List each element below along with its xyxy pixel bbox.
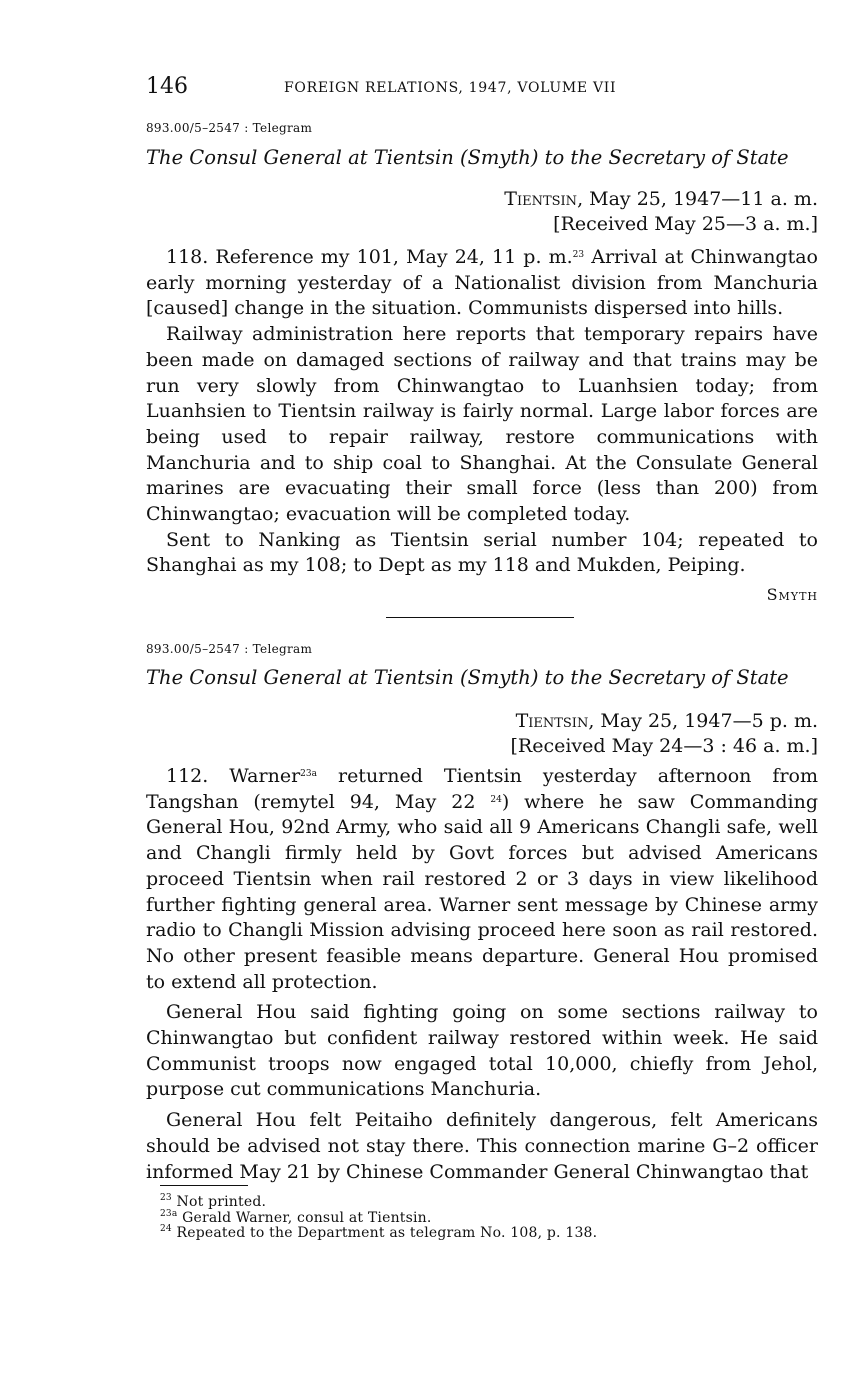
page-number: 146 xyxy=(146,74,188,99)
section-divider xyxy=(386,617,574,618)
doc1-file-reference: 893.00/5–2547 : Telegram xyxy=(146,121,313,135)
doc1-sent-line xyxy=(146,187,818,212)
footnote-rule xyxy=(160,1185,248,1186)
footnote-23 xyxy=(160,1195,832,1211)
doc1-place: Tientsin xyxy=(504,188,578,210)
doc2-file-reference: 893.00/5–2547 : Telegram xyxy=(146,642,313,656)
doc2-p1-text-a: 112. Warner xyxy=(166,765,301,787)
running-head: FOREIGN RELATIONS, 1947, VOLUME VII xyxy=(284,80,617,96)
footnote-ref-24: 24 xyxy=(490,794,502,805)
doc2-body xyxy=(146,764,818,1185)
footnote-ref-23a: 23a xyxy=(300,769,317,779)
doc2-p1-text-b: returned Tientsin yesterday afternoon from Tangshan (remytel 94, May 22 xyxy=(146,765,818,813)
footnote-ref-23: 23 xyxy=(572,250,585,260)
footnote-mark: 23a xyxy=(160,1208,178,1219)
doc1-paragraph-2: Railway administration here reports that temporary repairs have been made on damaged sections of railway and that trains may be run very slowly from Chinwangtao to Luanhsien today; from Luanhsien to Tientsin railway is fairly normal. Large labor forces are being used to repair railway, restore communications with Manchuria and to ship coal to Shanghai. At the Consulate General marines are evacuating their small force (less than 200) from Chinwangtao; evacuation will be completed today. xyxy=(146,323,818,526)
doc2-paragraph-3: General Hou felt Peitaiho definitely dangerous, felt Americans should be advised not stay there. This connection marine G–2 officer informed May 21 by Chinese Commander General Chinwangtao that xyxy=(146,1109,818,1183)
page-header xyxy=(146,74,818,104)
doc2-paragraph-2: General Hou said fighting going on some sections railway to Chinwangtao but confident railway restored within week. He said Communist troops now engaged total 10,000, chiefly from Jehol, purpose cut communications Manchuria. xyxy=(146,1001,818,1101)
doc1-body xyxy=(146,245,818,579)
footnote-text: Not printed. xyxy=(176,1194,267,1210)
doc2-p1-text-c: ) where he saw Commanding General Hou, 92nd Army, who said all 9 Americans Changli safe, well and Changli firmly held by Govt forces but advised Americans proceed Tientsin when rail restored 2 or 3 days in view likelihood further fighting general area. Warner sent message by Chinese army radio to Changli Mission advising proceed here soon as rail restored. No other present feasible means departure. General Hou promised to extend all protection. xyxy=(146,790,818,993)
footnote-mark: 24 xyxy=(160,1224,172,1234)
doc1-paragraph-3: Sent to Nanking as Tientsin serial number 104; repeated to Shanghai as my 108; to Dept as my 118 and Mukden, Peiping. xyxy=(146,528,818,577)
doc1-received: [Received May 25—3 a. m.] xyxy=(553,213,818,235)
doc2-received: [Received May 24—3 : 46 a. m.] xyxy=(510,735,818,757)
doc2-date: , May 25, 1947—5 p. m. xyxy=(588,710,818,732)
footnote-24 xyxy=(160,1226,832,1242)
footnotes xyxy=(146,1195,832,1242)
footnote-mark: 23 xyxy=(160,1193,172,1203)
doc1-dateline xyxy=(146,187,818,237)
doc1-p1-text-b: Arrival at Chinwangtao early morning yesterday of a Nationalist division from Manchuria [caused] change in the situation. Communists dispersed into hills. xyxy=(146,246,818,320)
doc1-title: The Consul General at Tientsin (Smyth) to the Secretary of State xyxy=(146,146,789,169)
doc2-paragraph-1 xyxy=(146,764,818,995)
doc2-title: The Consul General at Tientsin (Smyth) to the Secretary of State xyxy=(146,666,789,689)
doc2-dateline xyxy=(146,709,818,759)
doc1-paragraph-1 xyxy=(146,245,818,322)
doc2-place: Tientsin xyxy=(515,710,589,732)
footnote-text: Repeated to the Department as telegram No. 108, p. 138. xyxy=(176,1225,598,1241)
footnote-text: Gerald Warner, consul at Tientsin. xyxy=(182,1209,432,1226)
footnote-23a xyxy=(160,1208,832,1227)
doc1-signature: Smyth xyxy=(766,585,818,604)
doc1-p1-text-a: 118. Reference my 101, May 24, 11 p. m. xyxy=(166,246,573,268)
doc1-date: , May 25, 1947—11 a. m. xyxy=(577,188,818,210)
doc2-sent-line xyxy=(146,709,818,734)
